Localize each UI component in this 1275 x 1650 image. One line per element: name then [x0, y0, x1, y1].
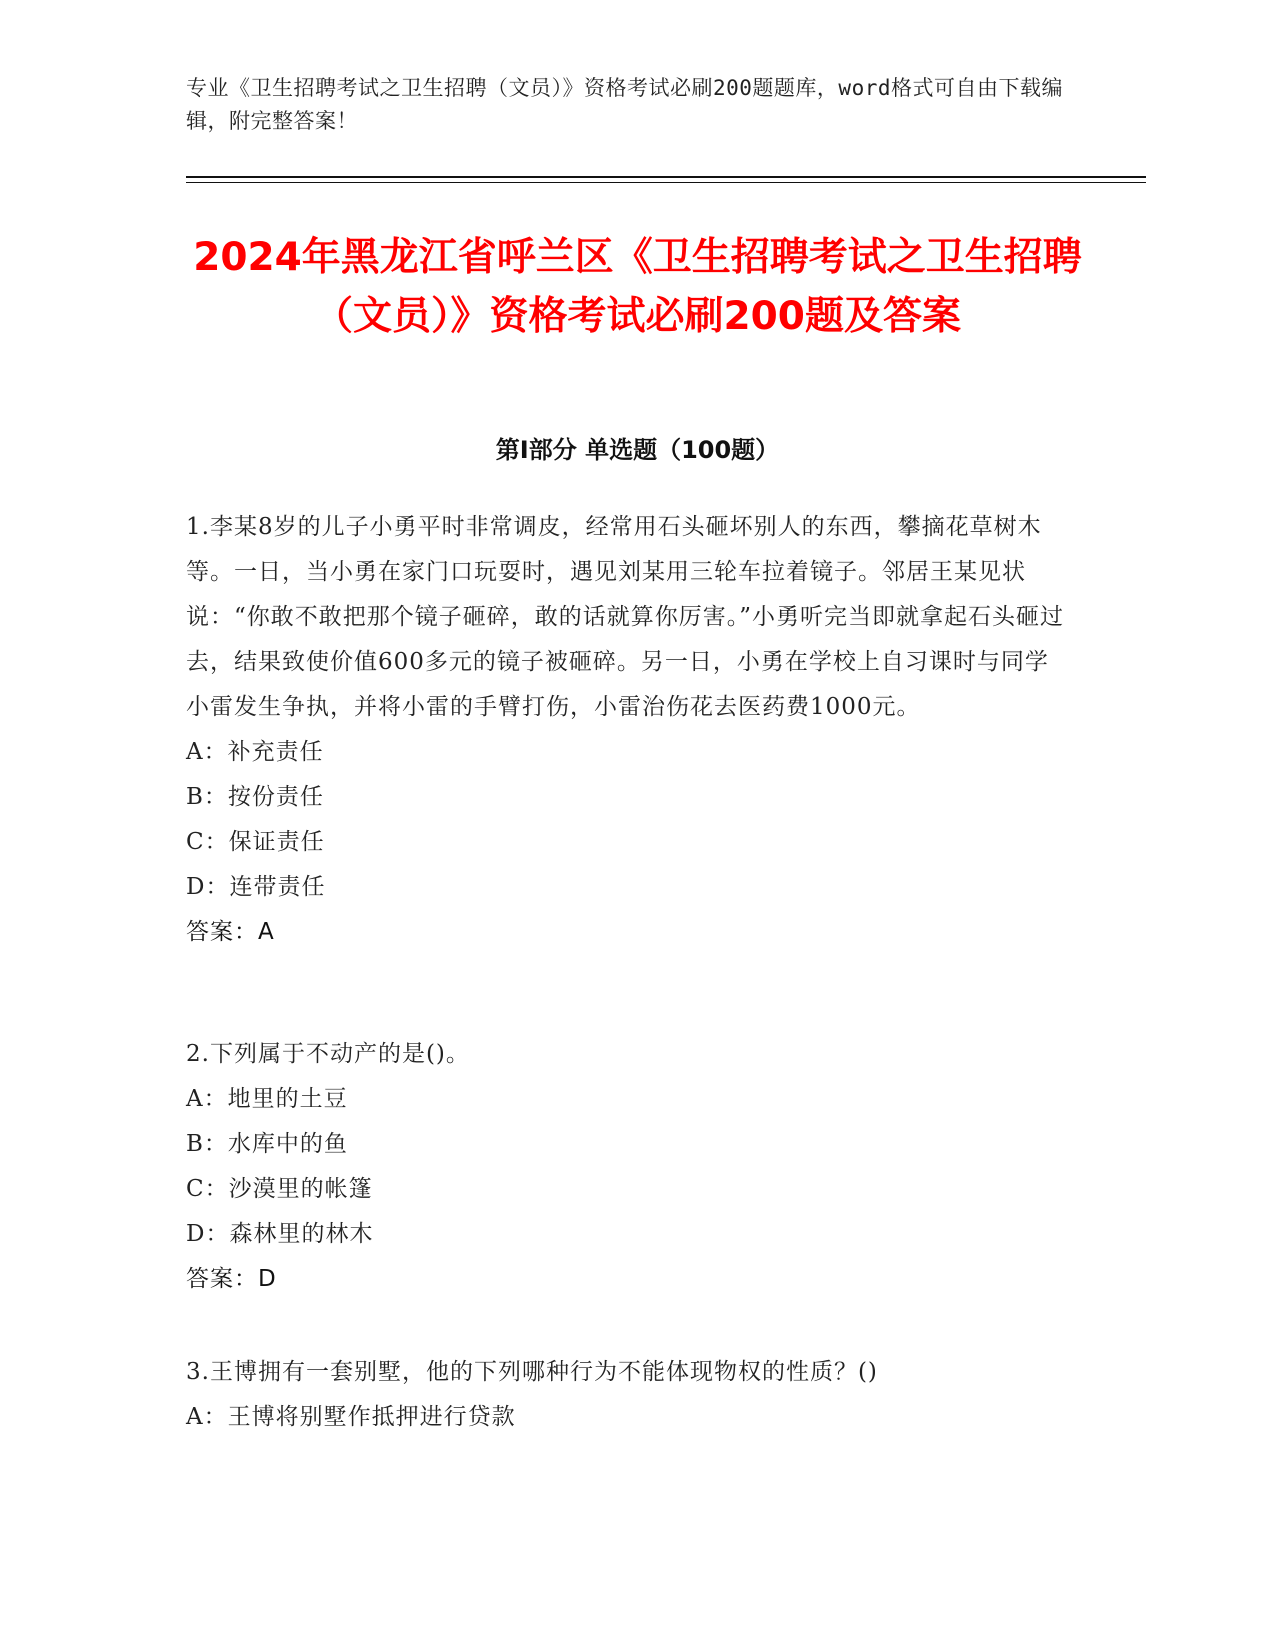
header-divider-thick: [186, 176, 1146, 178]
question-1: [186, 505, 1066, 955]
document-title: 2024年黑龙江省呼兰区《卫生招聘考试之卫生招聘（文员）》资格考试必刷200题及答案: [193, 235, 1082, 339]
option-a: A：地里的土豆: [186, 1086, 348, 1112]
header-note: 专业《卫生招聘考试之卫生招聘（文员）》资格考试必刷200题题库，word格式可自由下载编辑，附完整答案！: [186, 76, 1063, 133]
option-b: B：水库中的鱼: [186, 1131, 348, 1157]
question-2: [186, 1032, 1066, 1302]
answer-label: 答案：D: [186, 1266, 277, 1292]
question-stem: 2.下列属于不动产的是()。: [186, 1041, 470, 1067]
option-a: A：王博将别墅作抵押进行贷款: [186, 1404, 516, 1430]
option-d: D：连带责任: [186, 874, 326, 900]
option-c: C：保证责任: [186, 829, 325, 855]
question-stem: 3.王博拥有一套别墅，他的下列哪种行为不能体现物权的性质？(): [186, 1359, 878, 1385]
answer-label: 答案：A: [186, 919, 275, 945]
option-d: D：森林里的林木: [186, 1221, 374, 1247]
option-b: B：按份责任: [186, 784, 324, 810]
section-heading: 第I部分 单选题（100题）: [495, 436, 780, 464]
question-stem: 1.李某8岁的儿子小勇平时非常调皮，经常用石头砸坏别人的东西，攀摘花草树木等。一日，当小勇在家门口玩耍时，遇见刘某用三轮车拉着镜子。邻居王某见状说：“你敢不敢把那个镜子砸碎，敢的话就算你厉害。”小勇听完当即就拿起石头砸过去，结果致使价值600多元的镜子被砸碎。另一日，小勇在学校上自习课时与同学小雷发生争执，并将小雷的手臂打伤，小雷治伤花去医药费1000元。: [186, 514, 1065, 720]
header-divider-thin: [186, 182, 1146, 183]
option-c: C：沙漠里的帐篷: [186, 1176, 373, 1202]
question-3: [186, 1350, 1066, 1440]
option-a: A：补充责任: [186, 739, 324, 765]
